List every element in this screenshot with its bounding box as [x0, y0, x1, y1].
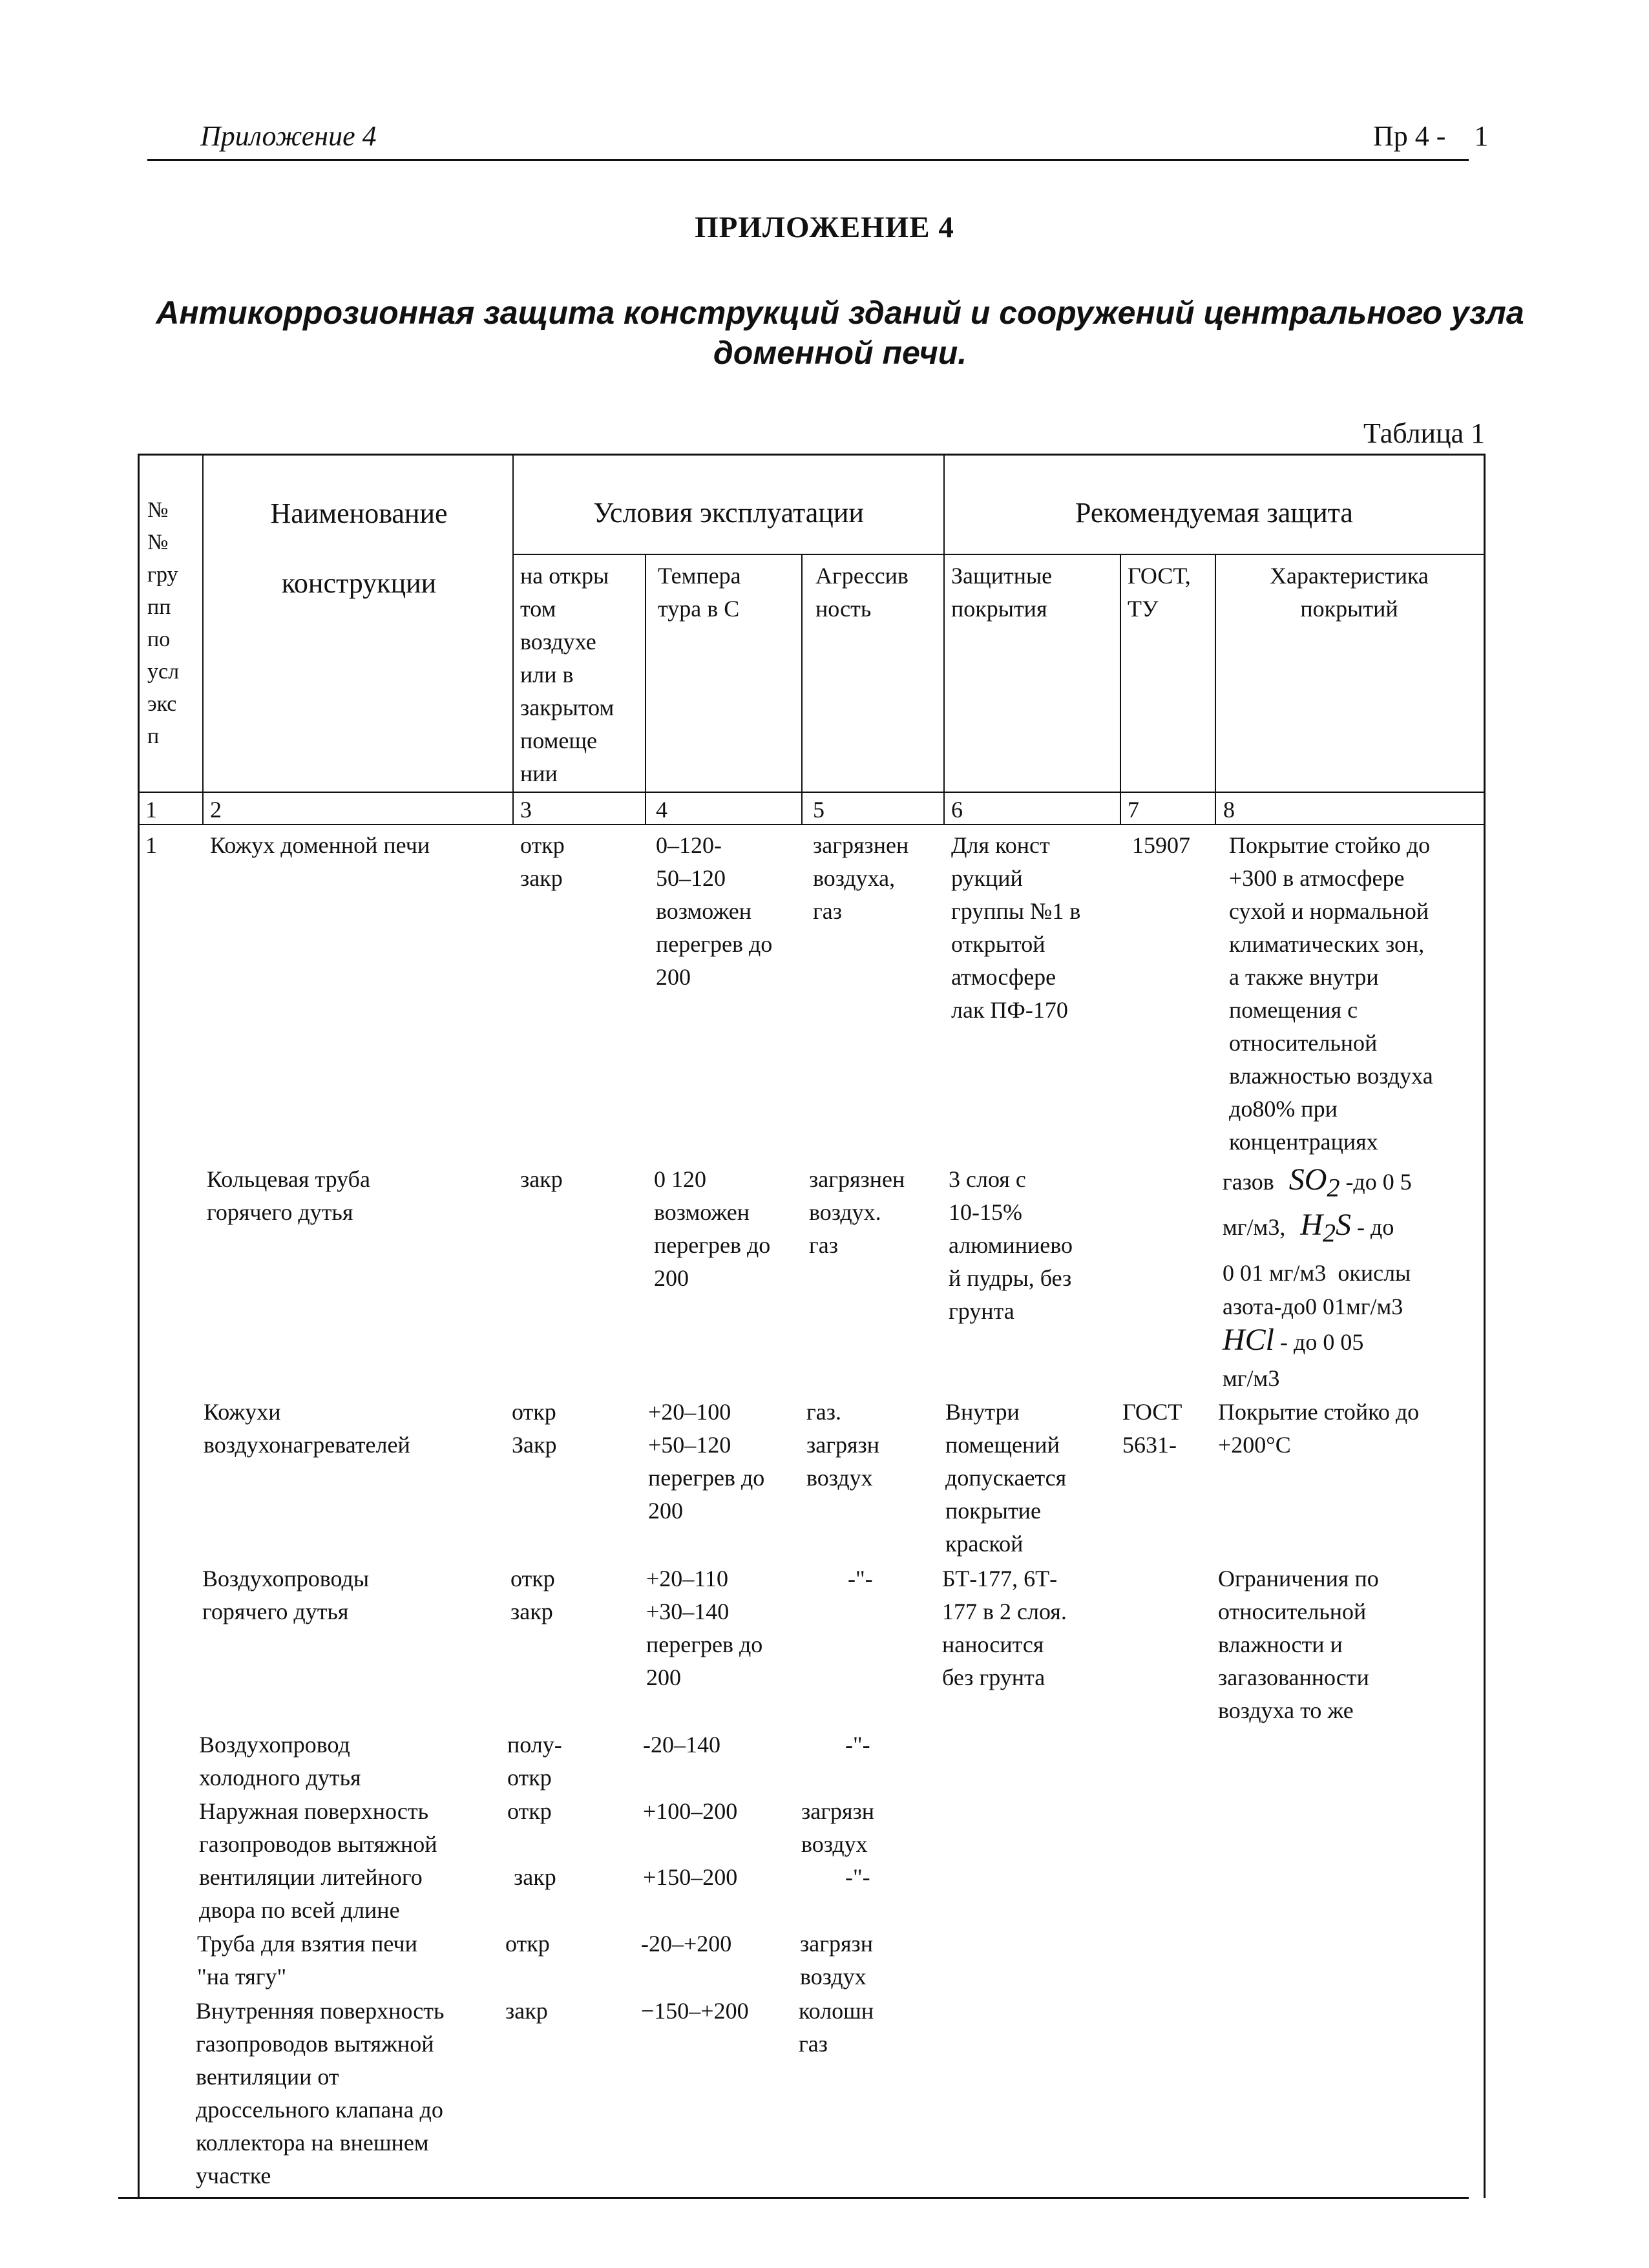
- row-open-closed: откр Закр: [512, 1399, 557, 1458]
- row-characteristics-units: мг/м3: [1223, 1365, 1280, 1391]
- row-characteristics-nitrogen: азота-до0 01мг/м3: [1223, 1294, 1403, 1319]
- row-temperature: 0–120- 50–120 возможен перегрев до 200: [656, 832, 773, 990]
- header-recommended-protection: Рекомендуемая защита: [1075, 497, 1353, 529]
- header-temperature: Темпера тура в С: [658, 563, 741, 622]
- row-construction-name: Кожухи воздухонагревателей: [204, 1399, 410, 1458]
- column-number-3: 3: [520, 797, 532, 823]
- row-open-closed: закр: [505, 1998, 548, 2024]
- col-sep-6: [1120, 554, 1121, 824]
- row-construction-name: Внутренняя поверхность газопроводов вытяжной вентиляции от дроссельного клапана до коллектора на внешнем участке: [196, 1998, 445, 2189]
- row-open-closed: полу- откр: [507, 1732, 562, 1790]
- row-temperature: +20–110 +30–140 перегрев до 200: [646, 1566, 763, 1690]
- row-construction-name: Наружная поверхность газопроводов вытяжной: [199, 1798, 437, 1857]
- so2-value: -до 0 5: [1345, 1169, 1412, 1195]
- row-coating: Внутри помещений допускается покрытие краской: [945, 1399, 1067, 1557]
- row-characteristics: Покрытие стойко до +200°С: [1218, 1399, 1420, 1458]
- row-construction-name: вентиляции литейного двора по всей длине: [199, 1864, 423, 1923]
- h2s-value: - до: [1357, 1214, 1394, 1240]
- row-group-number: 1: [145, 832, 157, 858]
- col-sep-1: [202, 454, 204, 824]
- header-group-number: № № гру пп по усл экс п: [147, 498, 180, 748]
- row-aggressiveness: -"-: [848, 1566, 873, 1591]
- document-title: ПРИЛОЖЕНИЕ 4: [695, 211, 954, 244]
- column-number-5: 5: [813, 797, 824, 823]
- header-sub-rule: [512, 554, 1485, 555]
- row-open-closed: закр: [514, 1864, 556, 1890]
- column-number-1: 1: [145, 797, 157, 823]
- row-temperature: -20–140: [643, 1732, 720, 1758]
- row-temperature: -20–+200: [641, 1931, 732, 1957]
- row-coating: 3 слоя с 10-15% алюминиево й пудры, без грунта: [949, 1166, 1073, 1324]
- row-characteristics-gases: [1223, 1163, 1412, 1204]
- column-number-4: 4: [656, 797, 667, 823]
- units-label: мг/м3,: [1223, 1214, 1286, 1240]
- column-number-6: 6: [951, 797, 963, 823]
- row-aggressiveness: -"-: [845, 1732, 870, 1758]
- row-characteristics-h2s: [1223, 1208, 1394, 1250]
- row-open-closed: откр закр: [520, 832, 565, 891]
- table-border-bottom: [118, 2197, 1469, 2199]
- column-number-rule: [138, 824, 1485, 825]
- header-bottom-rule: [138, 792, 1485, 793]
- row-aggressiveness: загрязнен воздуха, газ: [813, 832, 909, 924]
- col-sep-4: [801, 554, 803, 824]
- row-construction-name: Воздухопровод холодного дутья: [199, 1732, 361, 1790]
- row-open-closed: откр закр: [510, 1566, 555, 1624]
- header-aggressiveness: Агрессив ность: [815, 563, 909, 622]
- header-open-closed: на откры том воздухе или в закрытом помеще нии: [520, 563, 614, 786]
- header-coating-characteristics: Характеристика покрытий: [1270, 563, 1429, 622]
- table-label: Таблица 1: [1363, 417, 1486, 449]
- row-aggressiveness: -"-: [845, 1864, 870, 1890]
- row-aggressiveness: газ. загрязн воздух: [806, 1399, 880, 1491]
- row-temperature: −150–+200: [641, 1998, 749, 2024]
- row-characteristics: Ограничения по относительной влажности и загазованности воздуха то же: [1218, 1566, 1379, 1723]
- row-aggressiveness: колошн газ: [799, 1998, 874, 2057]
- col-sep-3: [645, 554, 646, 824]
- row-temperature: 0 120 возможен перегрев до 200: [654, 1166, 771, 1291]
- header-operating-conditions: Условия эксплуатации: [593, 497, 864, 529]
- row-aggressiveness: загрязнен воздух. газ: [809, 1166, 905, 1258]
- row-characteristics-hcl: [1223, 1323, 1363, 1359]
- document-subtitle: Антикоррозионная защита конструкций зданий и сооружений центрального узла доменной печи.: [156, 295, 1524, 371]
- row-aggressiveness: загрязн воздух: [801, 1798, 875, 1857]
- gases-label: газов: [1223, 1169, 1274, 1195]
- row-aggressiveness: загрязн воздух: [800, 1931, 874, 1990]
- table-border-top: [138, 454, 1485, 456]
- row-open-closed: закр: [520, 1166, 563, 1192]
- h2s-formula: $H_2S$: [1300, 1208, 1352, 1248]
- row-gost: 15907: [1132, 832, 1190, 858]
- hcl-value: - до 0 05: [1280, 1329, 1364, 1355]
- header-gost: ГОСТ, ТУ: [1128, 563, 1191, 622]
- column-number-2: 2: [210, 797, 222, 823]
- table-border-left: [138, 454, 140, 2198]
- so2-formula: $SO_2$: [1288, 1162, 1340, 1202]
- row-construction-name: Кольцевая труба горячего дутья: [207, 1166, 370, 1225]
- header-construction-name: Наименование конструкции: [270, 498, 448, 599]
- row-construction-name: Воздухопроводы горячего дутья: [202, 1566, 370, 1624]
- row-gost: ГОСТ 5631-: [1122, 1399, 1182, 1458]
- row-open-closed: откр: [505, 1931, 550, 1957]
- row-characteristics: Покрытие стойко до +300 в атмосфере сухой и нормальной климатических зон, а также внутри помещения с относительной влажностью воздуха до80% при концентрациях: [1229, 832, 1433, 1155]
- column-number-8: 8: [1223, 797, 1235, 823]
- row-open-closed: откр: [507, 1798, 552, 1824]
- row-coating: БТ-177, 6Т- 177 в 2 слоя. наносится без грунта: [942, 1566, 1067, 1690]
- row-construction-name: Кожух доменной печи: [210, 832, 430, 858]
- running-header-page-number: Пр 4 - 1: [1373, 120, 1489, 152]
- row-temperature: +20–100 +50–120 перегрев до 200: [648, 1399, 765, 1524]
- row-coating: Для конст рукций группы №1 в открытой атмосфере лак ПФ-170: [951, 832, 1081, 1023]
- column-number-7: 7: [1128, 797, 1139, 823]
- row-construction-name: Труба для взятия печи "на тягу": [197, 1931, 417, 1990]
- table-border-right: [1484, 454, 1486, 2198]
- header-protective-coatings: Защитные покрытия: [951, 563, 1053, 622]
- hcl-formula: HCl: [1223, 1323, 1275, 1357]
- header-rule: [147, 159, 1469, 161]
- row-temperature: +150–200: [643, 1864, 738, 1890]
- running-header-left: Приложение 4: [200, 120, 377, 152]
- row-temperature: +100–200: [643, 1798, 738, 1824]
- row-characteristics-nox: 0 01 мг/м3 окислы: [1223, 1260, 1411, 1286]
